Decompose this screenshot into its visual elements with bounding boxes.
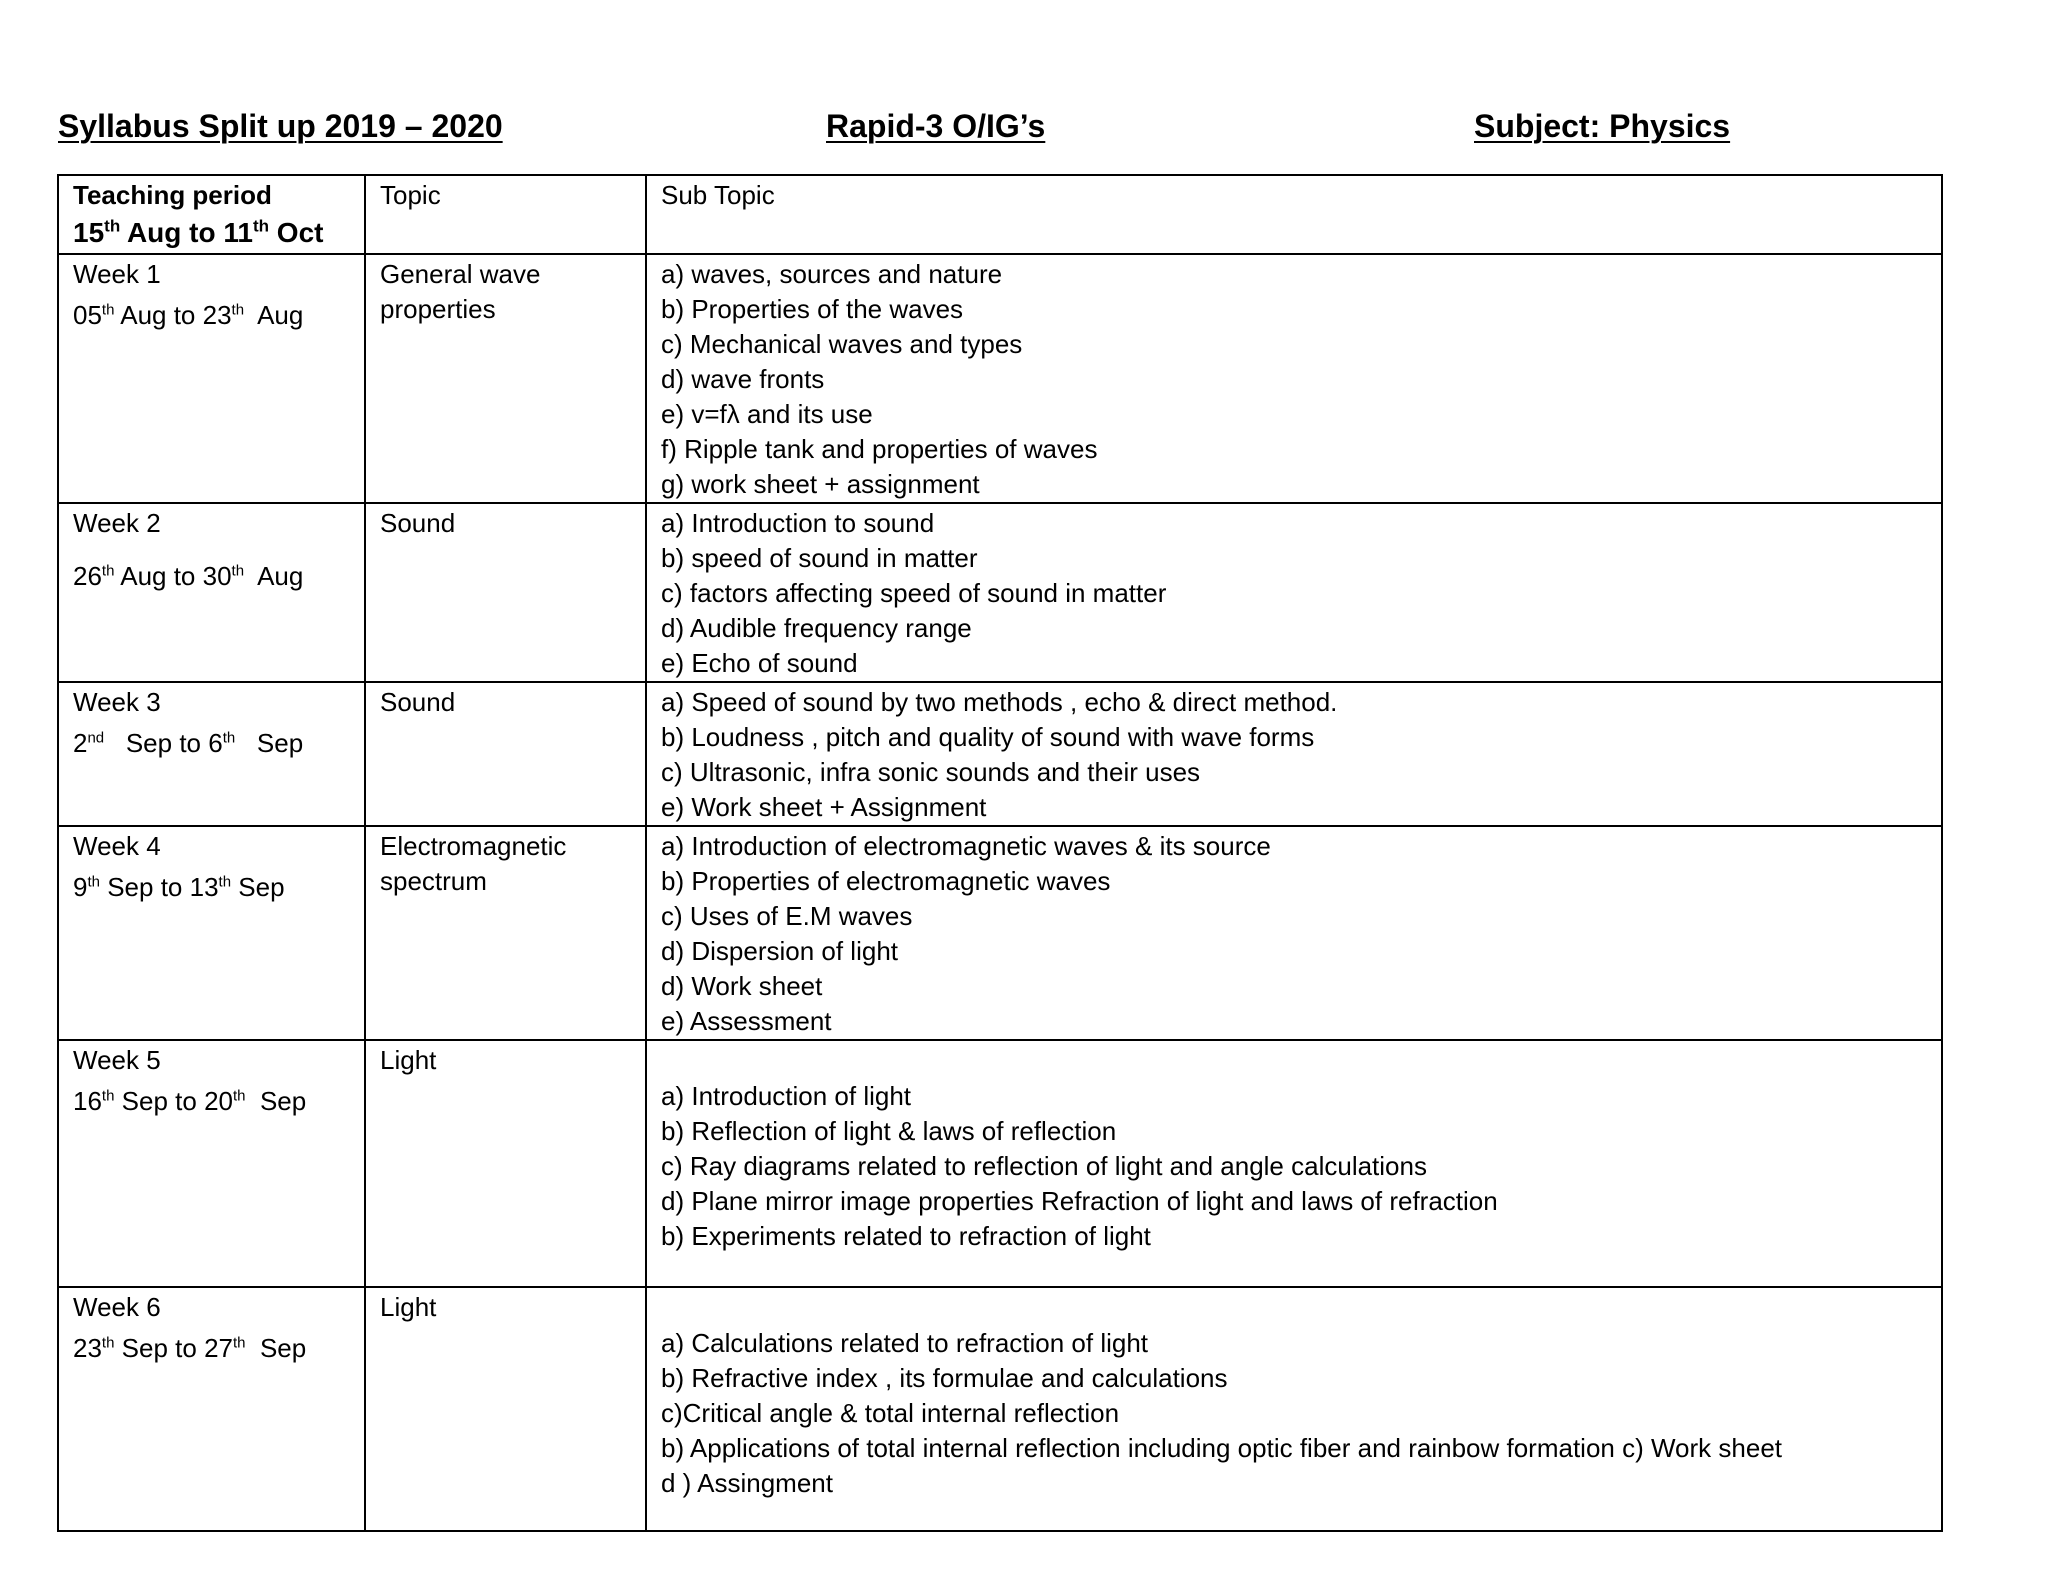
subtopic-cell [646,503,1942,682]
subtopic-header-label: Sub Topic [661,180,775,210]
list-item: a) Introduction to sound [661,508,935,538]
list-item: a) Introduction of light [661,1081,912,1111]
week-dates: 9th Sep to 13th Sep [73,872,285,902]
topic-cell [365,254,646,503]
teaching-period-header [58,175,365,254]
syllabus-table [57,174,1943,1532]
list-item: a) waves, sources and nature [661,259,1003,289]
week-dates: 26th Aug to 30th Aug [73,561,304,591]
list-item: d) Dispersion of light [661,936,898,966]
subject-title: Subject: Physics [1474,108,1731,144]
document-header [58,108,1938,148]
week-label: Week 1 [73,259,161,289]
subtopic-cell [646,1287,1942,1531]
week-dates: 05th Aug to 23th Aug [73,300,304,330]
table-row [58,254,1942,503]
week-dates: 23th Sep to 27th Sep [73,1333,307,1363]
subtopic-list [661,506,1927,681]
table-row [58,682,1942,826]
list-item: b) Properties of electromagnetic waves [661,866,1111,896]
week-cell [58,826,365,1040]
list-item: c)Critical angle & total internal reflection [661,1398,1120,1428]
list-item: a) Speed of sound by two methods , echo & direct method. [661,687,1338,717]
list-item: d) Plane mirror image properties Refraction of light and laws of refraction [661,1186,1498,1216]
subtopic-cell [646,682,1942,826]
week-cell [58,1287,365,1531]
week-cell [58,682,365,826]
list-item: c) Uses of E.M waves [661,901,913,931]
week-dates: 2nd Sep to 6th Sep [73,728,304,758]
list-item: c) Mechanical waves and types [661,329,1023,359]
subtopic-header [646,175,1942,254]
week-label: Week 5 [73,1045,161,1075]
topic-cell [365,1040,646,1287]
topic-text: Light [380,1045,437,1075]
subtopic-list [661,1290,1927,1501]
subtopic-list [661,257,1927,502]
topic-text: Sound [380,687,456,717]
list-item: c) factors affecting speed of sound in matter [661,578,1167,608]
list-item: b) Experiments related to refraction of light [661,1221,1151,1251]
subtopic-cell [646,1040,1942,1287]
syllabus-title: Syllabus Split up 2019 – 2020 [58,108,503,144]
week-label: Week 6 [73,1292,161,1322]
week-cell [58,503,365,682]
list-item: b) Applications of total internal reflection including optic fiber and rainbow formation c) Work sheet [661,1433,1782,1463]
subtopic-cell [646,254,1942,503]
topic-cell [365,1287,646,1531]
topic-text: Electromagnetic spectrum [380,831,567,896]
subtopic-list [661,685,1927,825]
topic-text: Light [380,1292,437,1322]
list-item: f) Ripple tank and properties of waves [661,434,1098,464]
list-item: b) speed of sound in matter [661,543,978,573]
list-item: e) Work sheet + Assignment [661,792,987,822]
list-item: d) Audible frequency range [661,613,972,643]
topic-header-label: Topic [380,180,441,210]
teaching-period-label: Teaching period [73,180,272,210]
list-item: b) Loudness , pitch and quality of sound with wave forms [661,722,1315,752]
list-item: a) Calculations related to refraction of light [661,1328,1149,1358]
subtopic-list [661,829,1927,1039]
table-header-row [58,175,1942,254]
list-item: c) Ray diagrams related to reflection of light and angle calculations [661,1151,1427,1181]
list-item: b) Refractive index , its formulae and calculations [661,1363,1228,1393]
table-row [58,826,1942,1040]
list-item: e) Assessment [661,1006,832,1036]
list-item: g) work sheet + assignment [661,469,980,499]
list-item: b) Reflection of light & laws of reflection [661,1116,1117,1146]
topic-text: General wave properties [380,259,541,324]
list-item: e) v=fλ and its use [661,399,873,429]
subtopic-list [661,1043,1927,1254]
topic-cell [365,503,646,682]
week-cell [58,254,365,503]
week-label: Week 2 [73,508,161,538]
list-item: d ) Assingment [661,1468,833,1498]
list-item: d) wave fronts [661,364,825,394]
list-item: d) Work sheet [661,971,823,1001]
topic-cell [365,682,646,826]
list-item: b) Properties of the waves [661,294,964,324]
list-item: c) Ultrasonic, infra sonic sounds and their uses [661,757,1201,787]
week-cell [58,1040,365,1287]
week-dates: 16th Sep to 20th Sep [73,1086,307,1116]
week-label: Week 4 [73,831,161,861]
week-label: Week 3 [73,687,161,717]
list-item: e) Echo of sound [661,648,858,678]
topic-text: Sound [380,508,456,538]
teaching-period-dates: 15th Aug to 11th Oct [73,216,324,248]
subtopic-cell [646,826,1942,1040]
topic-cell [365,826,646,1040]
list-item: a) Introduction of electromagnetic waves & its source [661,831,1271,861]
table-row [58,503,1942,682]
table-row [58,1287,1942,1531]
topic-header [365,175,646,254]
table-row [58,1040,1942,1287]
class-title: Rapid-3 O/IG’s [826,108,1046,144]
